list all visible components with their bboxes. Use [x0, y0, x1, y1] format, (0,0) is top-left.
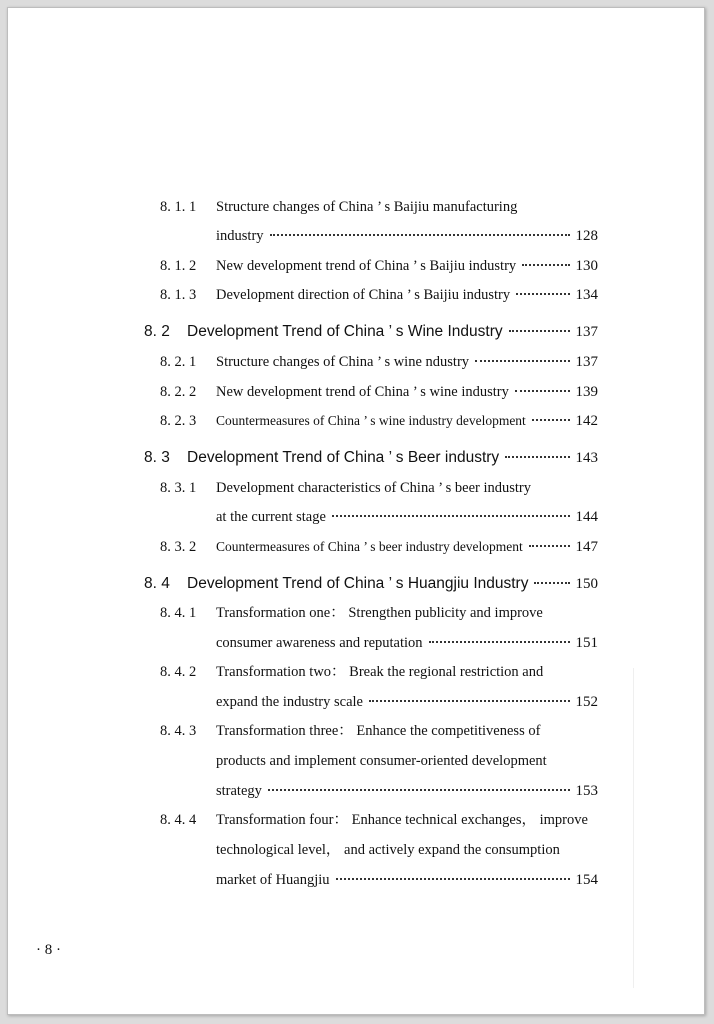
toc-page-number: 137: [575, 354, 598, 370]
toc-section-8-3: [144, 448, 598, 468]
toc-entry-number: 8. 2. 2: [160, 384, 197, 400]
toc-entry-number: 8. 4. 4: [160, 812, 197, 828]
toc-entry-8-2-2: [160, 382, 598, 402]
toc-section-number: 8. 3: [144, 449, 170, 466]
toc-entry-8-4-3: [160, 721, 598, 801]
dot-leader: [336, 878, 570, 880]
toc-section-number: 8. 2: [144, 323, 170, 340]
toc-section-number: 8. 4: [144, 575, 170, 592]
toc-page-number: 144: [575, 509, 598, 525]
toc-page-number: 147: [575, 539, 598, 555]
toc-entry-title: Structure changes of China ’ s Baijiu manufacturing: [216, 199, 518, 215]
toc-entry-title-cont: consumer awareness and reputation: [216, 635, 423, 651]
toc-entry-title-cont: industry: [216, 228, 264, 244]
toc-entry-title-cont: strategy: [216, 783, 262, 799]
toc-entry-title: Countermeasures of China ’ s wine industry development: [216, 413, 526, 428]
toc-page-number: 143: [575, 450, 598, 466]
toc-entry-title-cont: expand the industry scale: [216, 694, 363, 710]
toc-entry-8-3-1: [160, 478, 598, 528]
toc-entry-title: Transformation two： Break the regional restriction and: [216, 664, 544, 680]
toc-entry-number: 8. 2. 1: [160, 354, 197, 370]
page-folio: · 8 ·: [36, 942, 61, 958]
dot-leader: [532, 419, 570, 421]
toc-entry-title: New development trend of China ’ s Baijiu industry: [216, 258, 517, 274]
dot-leader: [369, 700, 570, 702]
dot-leader: [429, 641, 570, 643]
toc-page-number: 150: [575, 576, 598, 592]
toc-entry-title-cont: market of Huangjiu: [216, 872, 330, 888]
dot-leader: [332, 515, 570, 517]
toc-page-number: 153: [575, 783, 598, 799]
dot-leader: [516, 293, 569, 295]
document-page: [7, 7, 705, 1015]
dot-leader: [529, 545, 570, 547]
toc-entry-8-1-2: [160, 256, 598, 276]
toc-page-number: 154: [575, 872, 598, 888]
dot-leader: [509, 330, 570, 332]
dot-leader: [505, 456, 569, 458]
dot-leader: [268, 789, 570, 791]
toc-page-number: 134: [575, 287, 598, 303]
toc-page-number: 130: [575, 258, 598, 274]
dot-leader: [270, 234, 570, 236]
toc-entry-title-cont: products and implement consumer-oriented development: [216, 753, 547, 769]
toc-entry-8-3-2: [160, 537, 598, 557]
toc-section-title: Development Trend of China ’ s Beer industry: [187, 449, 500, 466]
toc-entry-title-cont: technological level， and actively expand the consumption: [216, 842, 560, 858]
toc-entry-8-4-1: [160, 603, 598, 653]
toc-entry-title: Countermeasures of China ’ s beer industry development: [216, 539, 523, 554]
toc-page-number: 151: [575, 635, 598, 651]
toc-section-8-2: [144, 322, 598, 342]
toc-page-number: 152: [575, 694, 598, 710]
toc-entry-number: 8. 4. 3: [160, 723, 197, 739]
toc-entry-title: Development characteristics of China ’ s beer industry: [216, 480, 531, 496]
toc-page-number: 139: [575, 384, 598, 400]
toc-entry-8-2-1: [160, 352, 598, 372]
dot-leader: [522, 264, 569, 266]
toc-section-8-4: [144, 574, 598, 594]
toc-entry-8-1-1: [160, 197, 598, 247]
toc-entry-8-2-3: [160, 411, 598, 431]
toc-section-title: Development Trend of China ’ s Wine Industry: [187, 323, 503, 340]
toc-entry-8-1-3: [160, 285, 598, 305]
toc-entry-title: Transformation three： Enhance the competitiveness of: [216, 723, 541, 739]
toc-section-title: Development Trend of China ’ s Huangjiu Industry: [187, 575, 529, 592]
dot-leader: [534, 582, 569, 584]
toc-page-number: 137: [575, 324, 598, 340]
toc-page-number: 128: [575, 228, 598, 244]
toc-entry-number: 8. 3. 2: [160, 539, 197, 555]
toc-page-number: 142: [575, 413, 598, 429]
dot-leader: [475, 360, 569, 362]
toc-entry-title: Transformation one： Strengthen publicity and improve: [216, 605, 543, 621]
toc-entry-number: 8. 1. 2: [160, 258, 197, 274]
dot-leader: [515, 390, 570, 392]
toc-entry-8-4-2: [160, 662, 598, 712]
toc-entry-number: 8. 4. 1: [160, 605, 197, 621]
scan-edge-shadow: [633, 668, 634, 988]
toc-entry-number: 8. 1. 3: [160, 287, 197, 303]
toc-entry-number: 8. 1. 1: [160, 199, 197, 215]
toc-entry-title: New development trend of China ’ s wine industry: [216, 384, 509, 400]
toc-entry-8-4-4: [160, 810, 598, 890]
toc-entry-title: Structure changes of China ’ s wine ndustry: [216, 354, 470, 370]
toc-entry-number: 8. 3. 1: [160, 480, 197, 496]
toc-entry-number: 8. 4. 2: [160, 664, 197, 680]
toc-entry-number: 8. 2. 3: [160, 413, 197, 429]
toc-entry-title: Transformation four： Enhance technical exchanges， improve: [216, 812, 588, 828]
toc-entry-title-cont: at the current stage: [216, 509, 326, 525]
toc-entry-title: Development direction of China ’ s Baijiu industry: [216, 287, 511, 303]
